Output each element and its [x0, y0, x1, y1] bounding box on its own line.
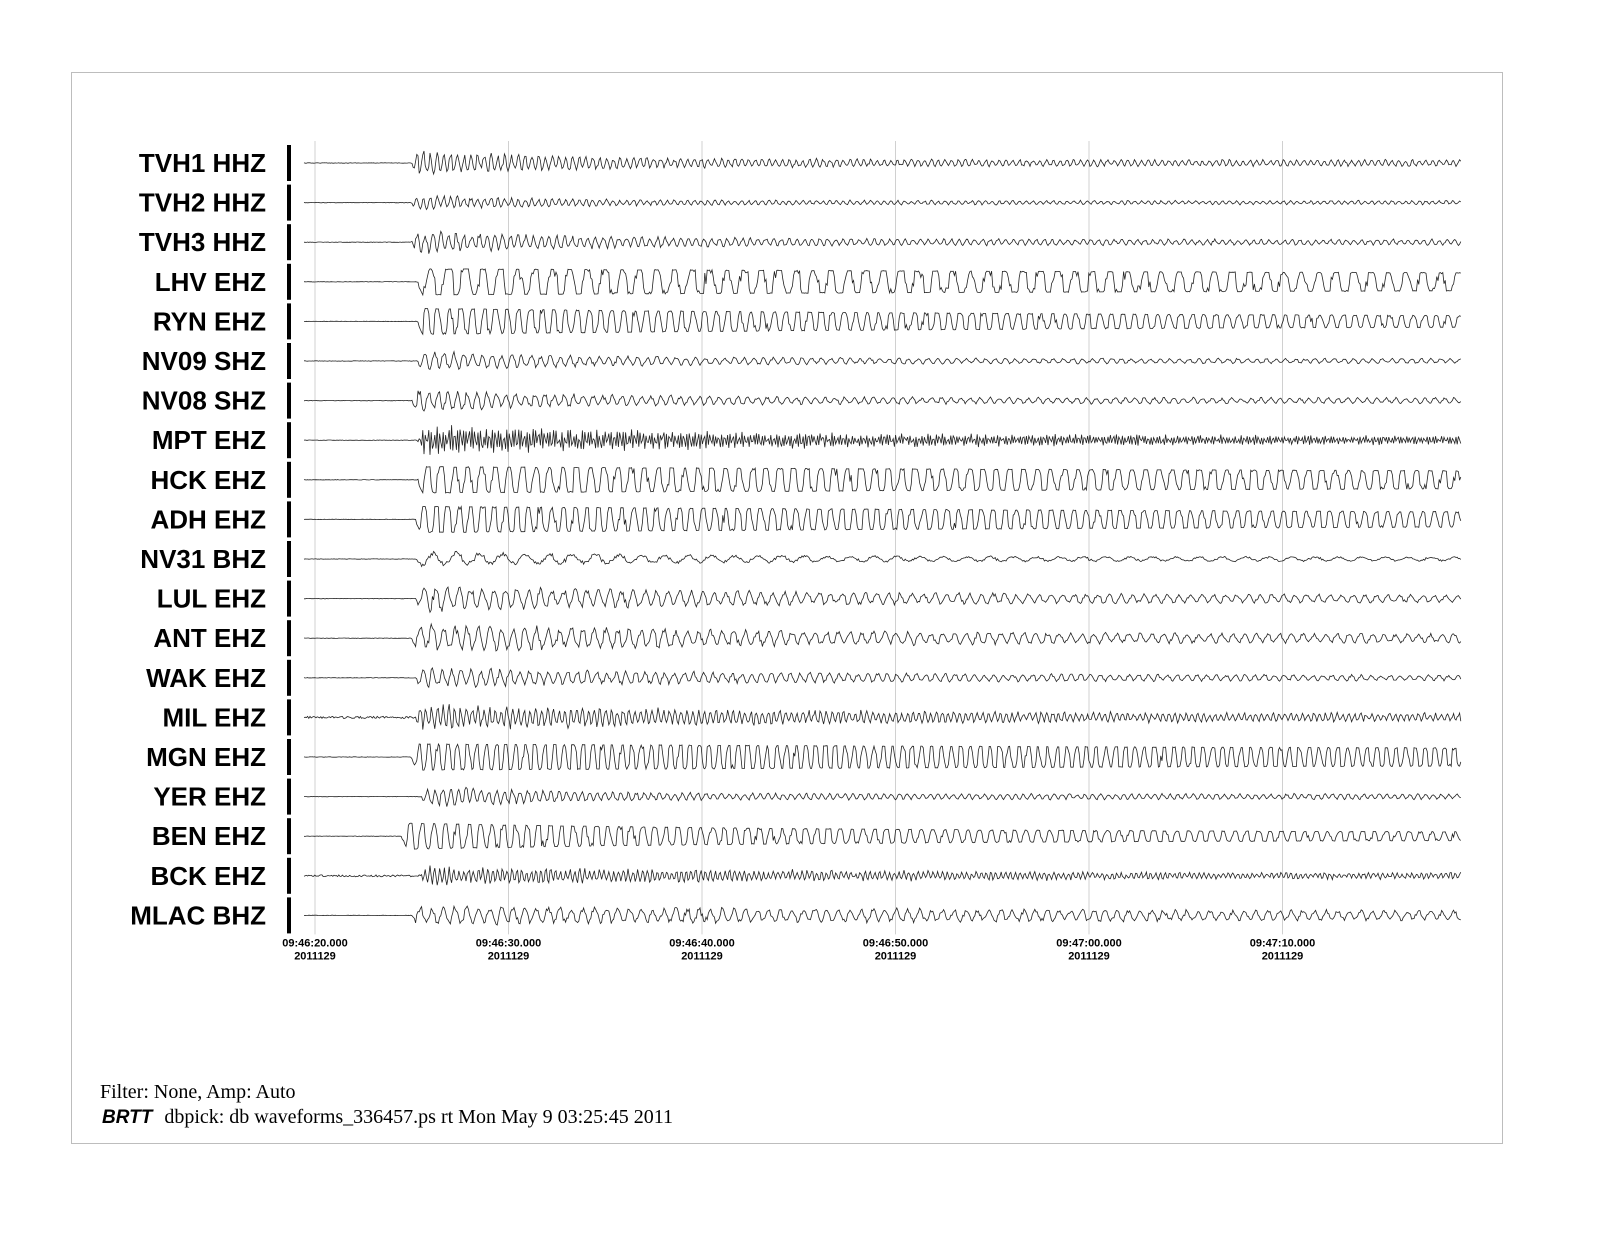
station-label: NV31 BHZ [140, 544, 266, 574]
waveform-trace [304, 704, 1461, 729]
plot-info-text: dbpick: db waveforms_336457.ps rt Mon May 9 03:25:45 2011 [164, 1106, 673, 1128]
waveform-trace [304, 787, 1461, 806]
x-tick-time-label: 09:46:40.000 [669, 937, 735, 950]
station-label: LHV EHZ [154, 266, 266, 297]
waveform-trace [304, 269, 1461, 295]
waveform-trace [304, 906, 1461, 925]
waveform-trace [304, 744, 1461, 770]
filter-info: Filter: None, Amp: Auto [100, 1081, 296, 1103]
station-label: ADH EHZ [150, 504, 266, 535]
waveform-trace [304, 308, 1461, 334]
station-label: TVH1 HHZ [138, 148, 266, 178]
waveform-trace [304, 231, 1461, 253]
station-label: BCK EHZ [150, 860, 266, 891]
x-tick-time-label: 09:46:20.000 [282, 937, 348, 950]
x-tick-time-label: 09:46:50.000 [862, 937, 929, 950]
station-label: TVH2 HHZ [138, 187, 266, 218]
waveform-trace [304, 624, 1461, 651]
x-tick-time-label: 09:47:10.000 [1249, 937, 1316, 950]
waveform-trace [304, 668, 1461, 687]
station-label: ANT EHZ [153, 623, 266, 654]
x-tick-date-label: 2011129 [681, 950, 723, 963]
x-tick-date-label: 2011129 [487, 950, 530, 963]
station-label: BEN EHZ [151, 821, 266, 852]
station-label: TVH3 HHZ [138, 227, 266, 258]
x-tick-date-label: 2011129 [1068, 950, 1110, 963]
waveform-trace [304, 151, 1461, 174]
x-tick-time-label: 09:47:00.000 [1056, 937, 1122, 950]
station-label: MIL EHZ [162, 702, 266, 733]
station-label: NV09 SHZ [141, 346, 266, 376]
station-label: YER EHZ [153, 781, 266, 812]
waveform-trace [304, 587, 1461, 612]
brand-logo-text: BRTT [102, 1107, 153, 1128]
waveform-trace [304, 196, 1461, 210]
plot-info [102, 1106, 673, 1129]
station-label: WAK EHZ [146, 662, 266, 693]
x-tick-date-label: 2011129 [1261, 950, 1304, 963]
x-tick-date-label: 2011129 [294, 950, 336, 963]
waveform-trace [304, 352, 1461, 370]
waveform-trace [304, 391, 1461, 411]
waveform-trace [304, 866, 1461, 886]
waveform-trace [304, 467, 1461, 493]
station-label: LUL EHZ [156, 583, 266, 614]
waveform-trace [304, 506, 1461, 532]
station-label: RYN EHZ [152, 306, 266, 337]
station-label: MGN EHZ [146, 742, 266, 772]
waveform-trace [304, 551, 1461, 566]
station-label: MLAC BHZ [130, 900, 266, 931]
x-tick-date-label: 2011129 [874, 950, 917, 963]
station-label: HCK EHZ [150, 464, 266, 495]
x-tick-time-label: 09:46:30.000 [475, 937, 542, 950]
waveform-trace [304, 425, 1461, 455]
station-label: NV08 SHZ [141, 385, 266, 416]
waveform-trace [304, 823, 1461, 849]
station-label: MPT EHZ [151, 425, 266, 456]
